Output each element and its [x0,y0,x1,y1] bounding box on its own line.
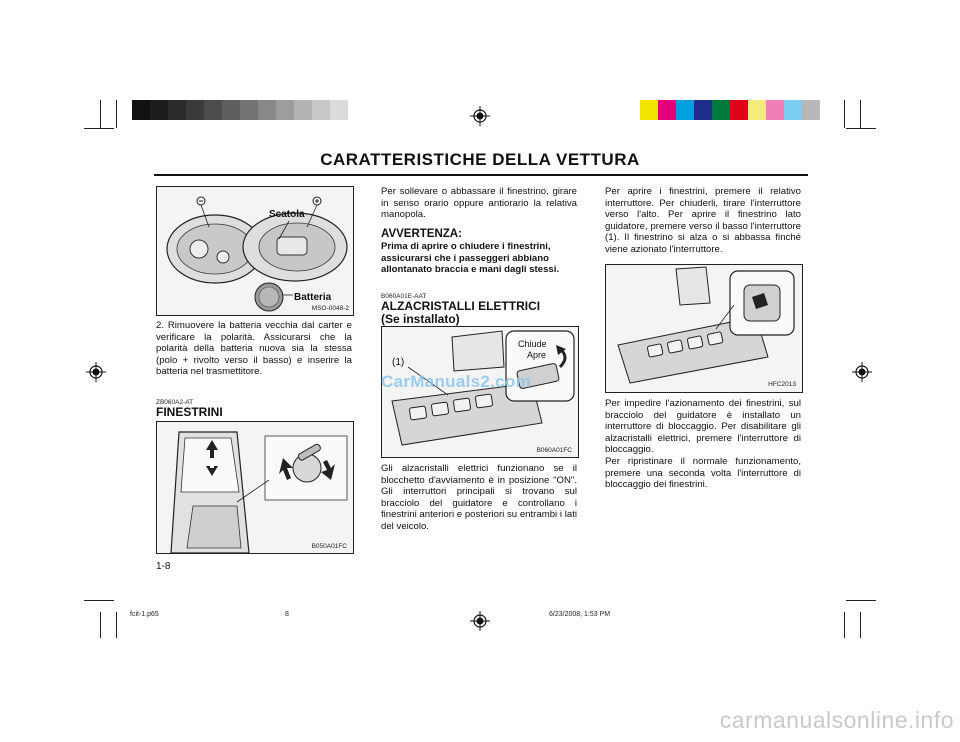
crop-mark [116,100,117,128]
color-swatch [186,100,204,120]
door-crank-illustration-icon [157,422,353,553]
color-swatch [330,100,348,120]
color-swatch [294,100,312,120]
color-swatch [712,100,730,120]
crop-mark [116,612,117,638]
lock-switch-figure [605,264,803,393]
color-swatch [730,100,748,120]
warning-text: Prima di aprire o chiudere i finestrini, assicurarsi che i passeggeri abbiano allontanato braccia e mani dagli stessi. [381,241,560,276]
crop-mark [860,100,861,128]
crank-instructions-text: Per sollevare o abbassare il finestrino, girare in senso orario oppure antiorario la relativa manopola. [381,186,577,221]
open-label: Apre [527,350,547,360]
crop-mark [846,600,876,601]
color-swatch [802,100,820,120]
color-swatch [766,100,784,120]
section-title-power-windows: ALZACRISTALLI ELETTRICI [381,299,541,313]
grayscale-colorbar [132,100,348,120]
cmyk-colorbar [640,100,820,120]
color-swatch [312,100,330,120]
color-swatch [240,100,258,120]
section-code: ZB060A2-AT [156,399,194,406]
window-switch-illustration-icon [382,327,578,457]
lock-switch-text: Per impedire l'azionamento dei finestrini, sul bracciolo del guidatore è installato un interruttore di bloccaggio. Per disabilitare gli alzacristalli elettrici, premere l'interruttore di bloccaggio. [605,398,801,456]
site-watermark: carmanualsonline.info [719,707,954,733]
color-swatch [204,100,222,120]
crop-mark [844,100,845,128]
registration-mark-icon [86,362,106,382]
page-title: CARATTERISTICHE DELLA VETTURA [320,150,640,169]
page-number: 1-8 [156,561,171,572]
restore-operation-text: Per ripristinare il normale funzionamento, premere una seconda volta l'interruttore di bloccaggio dei finestrini. [605,456,801,491]
figure-code: HFC2013 [768,381,796,388]
key-battery-figure [156,186,354,316]
registration-mark-icon [470,106,490,126]
color-swatch [222,100,240,120]
step-2-text: 2. Rimuovere la batteria vecchia dal carter e verificare la polarità. Assicurarsi che la polarità della batteria nuova sia la stessa (polo + rivolto verso il basso) e inserire la batteria nel trasmettitore. [156,320,352,378]
header-rule [154,174,808,176]
switch-1-label: (1) [392,357,405,368]
warning-title: AVVERTENZA: [381,228,462,240]
power-window-description-text: Gli alzacristalli elettrici funzionano se il blocchetto d'avviamento è in posizione "ON". Gli interruttori principali si trovano sul bracciolo del guidatore e controllano i finestrini anteriori e posteriori su entrambi i lati del veicolo. [381,463,577,532]
file-timestamp: 6/23/2008, 1:53 PM [549,611,611,618]
color-swatch [258,100,276,120]
figure-code: B060A01FC [536,447,572,454]
crop-mark [84,128,114,129]
crop-mark [844,612,845,638]
window-crank-figure [156,421,354,554]
crop-mark [100,612,101,638]
box-label: Scatola [269,209,305,220]
color-swatch [276,100,294,120]
color-swatch [748,100,766,120]
color-swatch [150,100,168,120]
crop-mark [84,600,114,601]
registration-mark-icon [852,362,872,382]
color-swatch [694,100,712,120]
section-code: B060A01E-AAT [381,293,427,300]
file-name: fcit-1.p65 [130,611,159,618]
figure-code: B050A01FC [311,543,347,550]
color-swatch [132,100,150,120]
carmanuals-watermark: CarManuals2.com [381,372,531,391]
battery-label: Batteria [294,292,332,303]
section-subtitle-if-installed: (Se installato) [381,312,460,326]
figure-code: MSO-0048-2 [311,305,349,312]
registration-mark-icon [470,611,490,631]
open-close-instructions-text: Per aprire i finestrini, premere il relativo interruttore. Per chiuderli, tirare l'interruttore verso l'alto. Per aprire il finestrino lato guidatore, premere verso il basso l'interruttore (1). Il finestrino si alza o si abbassa finché viene azionato l'interruttore. [605,186,801,255]
section-title-windows: FINESTRINI [156,405,223,419]
crop-mark [846,128,876,129]
lock-switch-illustration-icon [606,265,802,392]
color-swatch [676,100,694,120]
color-swatch [168,100,186,120]
color-swatch [784,100,802,120]
file-page: 8 [285,611,289,618]
color-swatch [658,100,676,120]
power-window-switch-figure [381,326,579,458]
close-label: Chiude [518,339,547,349]
color-swatch [640,100,658,120]
crop-mark [100,100,101,128]
crop-mark [860,612,861,638]
